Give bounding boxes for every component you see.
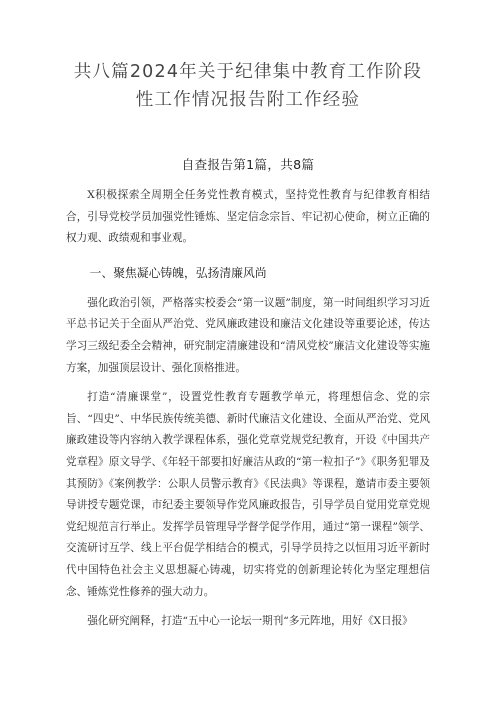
section-heading: 一、聚焦凝心铸魄，弘扬清廉风尚 bbox=[89, 265, 267, 280]
document-subtitle: 自查报告第1篇，共8篇 bbox=[181, 157, 315, 172]
paragraph-3: 强化研究阐释，打造“五中心一论坛一期刊“多元阵地，用好《X日报》 bbox=[87, 615, 413, 628]
paragraph-2: 打造“清廉课堂”，设置党性教育专题教学单元，将理想信念、党的宗旨、“四史”、中华民族传统美德、新时代廉洁文化建设、全面从严治党、党风廉政建设等内容纳入教学课程体系，强化党章党规党纪教育，开设《中国共产党章程》原文导学、《年轻干部要扣好廉洁从政的“第一粒扣子”》《职务犯罪及其预防》《案例教学：公职人员警示教育》《民法典》等课程，邀请市委主要领导讲授专题党课，市纪委主要领导作党风廉政报告，引导学员自觉用党章党规党纪规范言行举止。发挥学员管理导学督学促学作用，通过“第一课程”领学、交流研讨互学、线上平台促学相结合的模式，引导学员持之以恒用习近平新时代中国特色社会主义思想凝心铸魂，切实将党的创新理论转化为坚定理想信念、锤炼党性修养的强大动力。 bbox=[66, 391, 430, 598]
paragraph-1: 强化政治引领，严格落实校委会“第一议题”制度，第一时间组织学习习近平总书记关于全面从严治党、党风廉政建设和廉洁文化建设等重要论述，传达学习三级纪委全会精神，研究制定清廉建设和“清风党校”廉洁文化建设等实施方案，加强顶层设计、强化顶格推进。 bbox=[66, 296, 430, 374]
document-title: 共八篇2024年关于纪律集中教育工作阶段性工作情况报告附工作经验 bbox=[73, 62, 423, 110]
intro-paragraph: X积极探索全周期全任务党性教育模式，坚持党性教育与纪律教育相结合，引导党校学员加强党性锤炼、坚定信念宗旨、牢记初心使命，树立正确的权力观、政绩观和事业观。 bbox=[66, 189, 430, 245]
